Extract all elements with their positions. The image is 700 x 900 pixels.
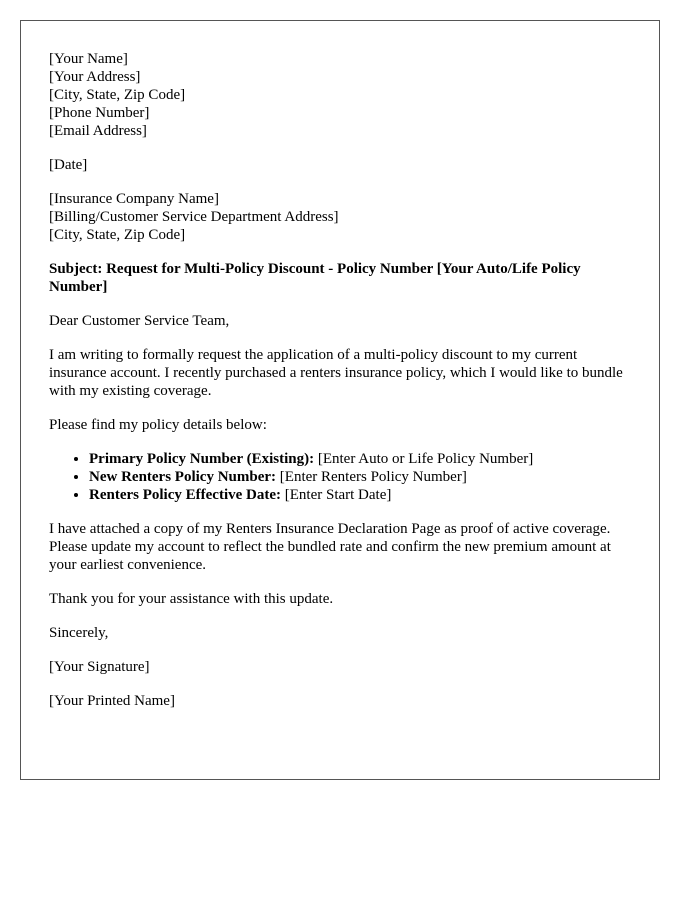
policy-detail-value: [Enter Auto or Life Policy Number] xyxy=(314,451,534,467)
salutation: Dear Customer Service Team, xyxy=(49,313,230,329)
policy-detail-item xyxy=(89,468,631,486)
body-paragraph-4: Thank you for your assistance with this update. xyxy=(49,591,334,607)
signature-placeholder: [Your Signature] xyxy=(49,659,150,675)
subject-line: Subject: Request for Multi-Policy Discount - Policy Number [Your Auto/Life Policy Number] xyxy=(49,261,581,295)
closing: Sincerely, xyxy=(49,625,109,641)
recipient-city-state-zip: [City, State, Zip Code] xyxy=(49,227,186,243)
body-paragraph-3: I have attached a copy of my Renters Insurance Declaration Page as proof of active coverage. Please update my account to reflect the bundled rate and confirm the new premium amount at your earliest convenience. xyxy=(49,521,611,573)
policy-detail-item xyxy=(89,450,631,468)
sender-email: [Email Address] xyxy=(49,123,147,139)
letter-page xyxy=(20,20,660,780)
recipient-block xyxy=(49,190,631,244)
policy-detail-value: [Enter Renters Policy Number] xyxy=(276,469,467,485)
recipient-company: [Insurance Company Name] xyxy=(49,191,219,207)
sender-name: [Your Name] xyxy=(49,51,128,67)
body-paragraph-2: Please find my policy details below: xyxy=(49,417,267,433)
policy-detail-label: Primary Policy Number (Existing): xyxy=(89,451,315,467)
policy-detail-value: [Enter Start Date] xyxy=(281,487,392,503)
date-block xyxy=(49,156,631,174)
printed-name-placeholder: [Your Printed Name] xyxy=(49,693,175,709)
sender-block xyxy=(49,50,631,140)
policy-details-list xyxy=(49,450,631,504)
recipient-department-address: [Billing/Customer Service Department Address] xyxy=(49,209,339,225)
body-paragraph-1: I am writing to formally request the application of a multi-policy discount to my current insurance account. I recently purchased a renters insurance policy, which I would like to bundle with my existing coverage. xyxy=(49,347,623,399)
letter-date: [Date] xyxy=(49,157,88,173)
policy-detail-label: Renters Policy Effective Date: xyxy=(89,487,281,503)
sender-address: [Your Address] xyxy=(49,69,141,85)
policy-detail-item xyxy=(89,486,631,504)
policy-detail-label: New Renters Policy Number: xyxy=(89,469,277,485)
sender-phone: [Phone Number] xyxy=(49,105,150,121)
sender-city-state-zip: [City, State, Zip Code] xyxy=(49,87,186,103)
